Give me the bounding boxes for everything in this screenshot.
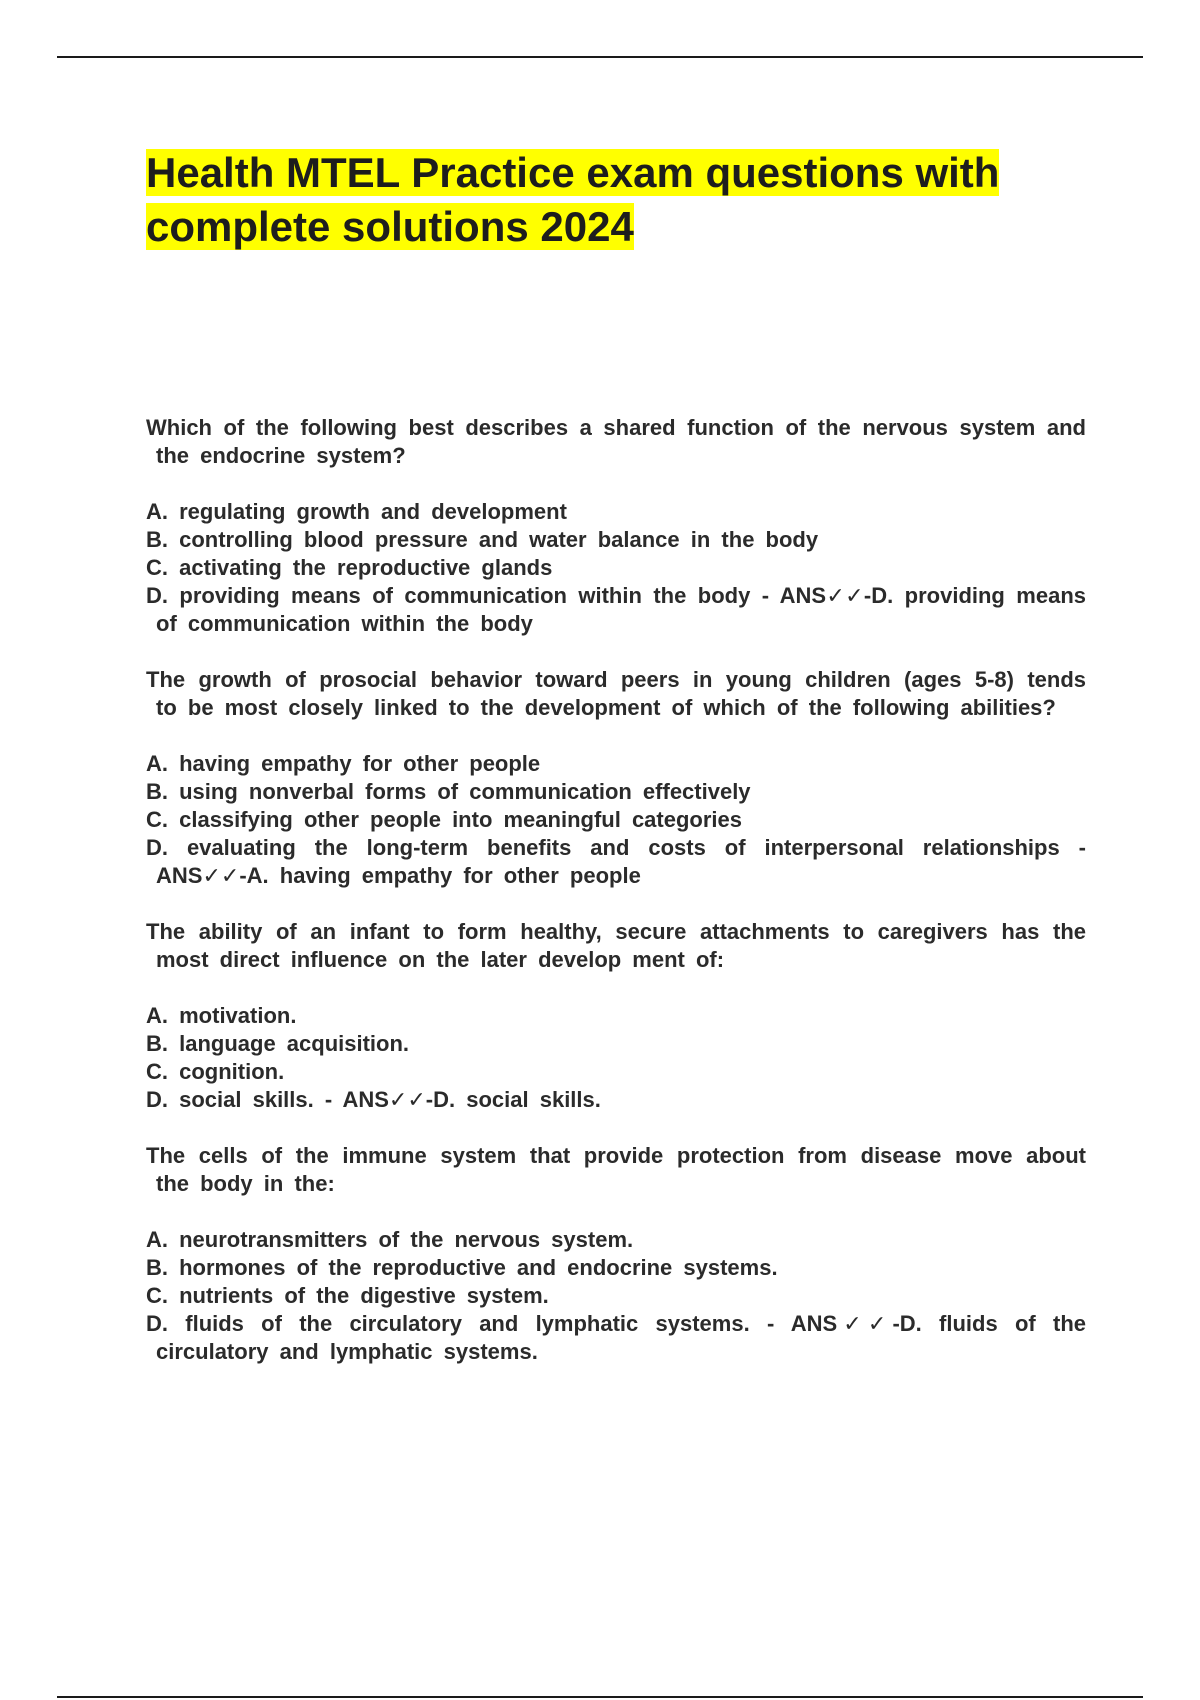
document-title-text: Health MTEL Practice exam questions with complete solutions 2024 (146, 149, 1000, 250)
document-title (146, 146, 1106, 254)
question-prompt: The ability of an infant to form healthy, secure attachments to caregivers has the most direct influence on the later develop ment of: (146, 919, 1086, 972)
top-rule (57, 56, 1143, 58)
option-b: B. hormones of the reproductive and endocrine systems. (146, 1255, 778, 1280)
option-b: B. using nonverbal forms of communication effectively (146, 779, 751, 804)
option-list (146, 498, 1086, 638)
option-a: A. neurotransmitters of the nervous system. (146, 1227, 634, 1252)
option-b: B. language acquisition. (146, 1031, 410, 1056)
option-b: B. controlling blood pressure and water balance in the body (146, 527, 819, 552)
question-list (146, 414, 1086, 1394)
question-prompt: The cells of the immune system that provide protection from disease move about the body in the: (146, 1143, 1086, 1196)
option-c: C. cognition. (146, 1059, 285, 1084)
option-c: C. nutrients of the digestive system. (146, 1283, 549, 1308)
option-list (146, 1002, 1086, 1114)
option-d-with-answer: D. fluids of the circulatory and lymphatic systems. - ANS✓✓-D. fluids of the circulatory and lymphatic systems. (146, 1311, 1086, 1364)
bottom-rule (57, 1696, 1143, 1698)
question-2 (146, 666, 1086, 890)
question-prompt: Which of the following best describes a shared function of the nervous system and the endocrine system? (146, 415, 1086, 468)
question-3 (146, 918, 1086, 1114)
option-a: A. motivation. (146, 1003, 297, 1028)
question-prompt: The growth of prosocial behavior toward peers in young children (ages 5-8) tends to be most closely linked to the development of which of the following abilities? (146, 667, 1086, 720)
question-4 (146, 1142, 1086, 1366)
option-c: C. activating the reproductive glands (146, 555, 553, 580)
option-d-with-answer: D. evaluating the long-term benefits and costs of interpersonal relationships - ANS✓✓-A. having empathy for other people (146, 835, 1086, 888)
option-d-with-answer: D. social skills. - ANS✓✓-D. social skills. (146, 1087, 601, 1112)
option-d-with-answer: D. providing means of communication within the body - ANS✓✓-D. providing means of communication within the body (146, 583, 1086, 636)
option-list (146, 1226, 1086, 1366)
option-c: C. classifying other people into meaningful categories (146, 807, 742, 832)
option-list (146, 750, 1086, 890)
question-1 (146, 414, 1086, 638)
option-a: A. having empathy for other people (146, 751, 541, 776)
option-a: A. regulating growth and development (146, 499, 567, 524)
